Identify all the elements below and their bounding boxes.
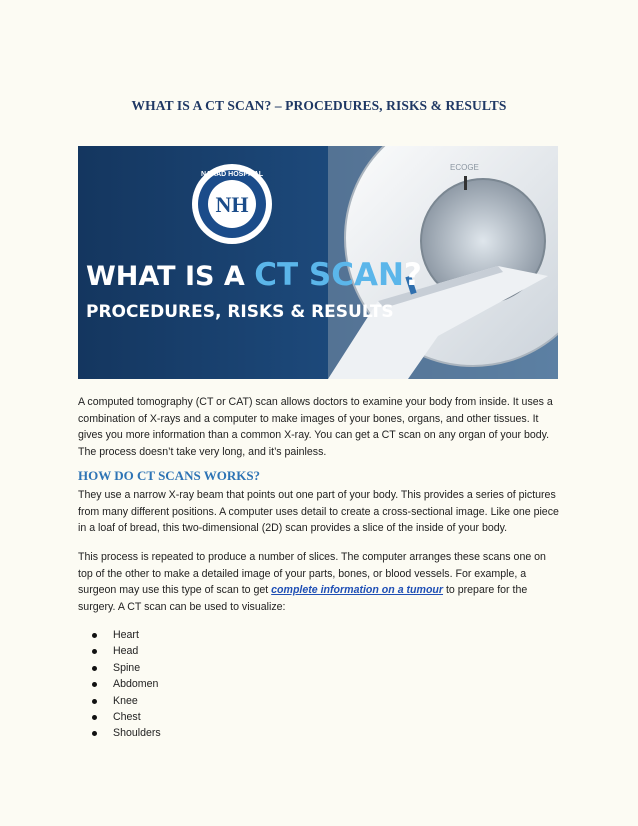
list-item: Shoulders xyxy=(92,725,161,741)
headline-part-2: CT SCAN xyxy=(254,257,404,293)
page-title: WHAT IS A CT SCAN? – PROCEDURES, RISKS & RESULTS xyxy=(131,98,507,113)
headline-question: ? xyxy=(403,257,422,293)
headline-part-1: WHAT IS A xyxy=(86,261,245,292)
list-item: Heart xyxy=(92,627,161,643)
logo-text: NARAD HOSPITAL xyxy=(200,171,264,178)
logo-monogram: NH xyxy=(215,192,249,217)
list-item: Knee xyxy=(92,693,161,709)
process-paragraph xyxy=(78,549,562,615)
intro-paragraph: A computed tomography (CT or CAT) scan allows doctors to examine your body from inside. It uses a combination of X-rays and a computer to make images of your bones, organs, and other tissues. It gives you more information than a common X-ray. You can get a CT scan on any organ of your body. The process doesn’t take very long, and it’s painless. xyxy=(78,396,553,458)
list-item: Abdomen xyxy=(92,676,161,692)
svg-text:WHAT IS A CT SCAN? xyxy=(86,257,422,293)
process-text-before: This process is repeated to produce a number of slices. The computer arranges these scans one on top of the other to make a detailed image of your parts, bones, or blood vessels. For example, a surgeon may use this type of scan to get xyxy=(78,551,546,597)
how-it-works-paragraph: They use a narrow X-ray beam that points out one part of your body. This provides a series of pictures from many different positions. A computer uses detail to create a cross-sectional image. Like one piece in a loaf of bread, this two-dimensional (2D) scan provides a slice of the inside of your body. xyxy=(78,489,559,535)
machine-indicator xyxy=(464,176,467,190)
machine-label: ECOGE xyxy=(450,163,479,172)
process-text-after: to prepare for the surgery. A CT scan can be used to visualize: xyxy=(78,584,528,613)
headline-line-2: PROCEDURES, RISKS & RESULTS xyxy=(86,302,394,322)
hero-banner-image xyxy=(78,146,558,379)
list-item: Chest xyxy=(92,709,161,725)
section-heading: HOW DO CT SCANS WORKS? xyxy=(78,468,261,483)
list-item: Spine xyxy=(92,660,161,676)
body-parts-list xyxy=(92,627,161,742)
hero-headline xyxy=(86,257,422,322)
list-item: Head xyxy=(92,643,161,659)
hospital-logo xyxy=(192,164,272,244)
hero-illustration xyxy=(78,146,558,379)
tumour-info-link[interactable]: complete information on a tumour xyxy=(271,584,444,597)
